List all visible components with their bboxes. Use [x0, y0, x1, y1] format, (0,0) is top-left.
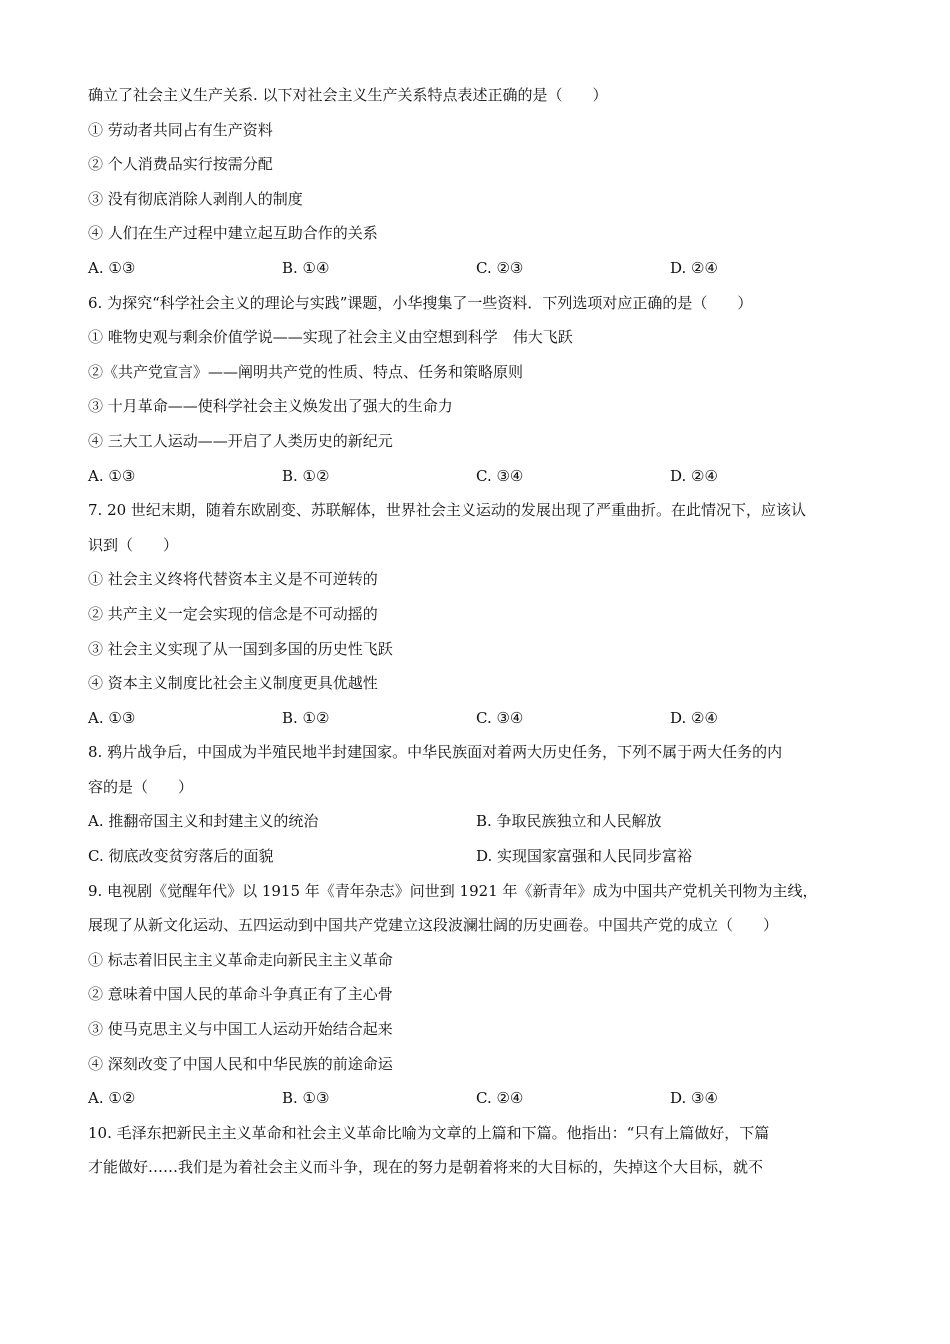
q8-stem-line-2: 容的是（ ） [88, 777, 194, 796]
q7-item-1: ① 社会主义终将代替资本主义是不可逆转的 [88, 570, 378, 589]
q6-stem: 6. 为探究“科学社会主义的理论与实践”课题，小华搜集了一些资料．下列选项对应正确的是（ ） [88, 293, 753, 312]
q9-options [88, 1081, 878, 1116]
q8-stem-line-1: 8. 鸦片战争后，中国成为半殖民地半封建国家。中华民族面对着两大历史任务，下列不属于两大任务的内 [88, 743, 783, 762]
q9-option-d: D. ③④ [670, 1089, 718, 1108]
q8-options-row-2 [88, 839, 878, 874]
q5-item-4: ④ 人们在生产过程中建立起互助合作的关系 [88, 224, 378, 243]
q6-item-1: ① 唯物史观与剩余价值学说——实现了社会主义由空想到科学 伟大飞跃 [88, 328, 573, 347]
q8-option-b: B. 争取民族独立和人民解放 [476, 812, 662, 831]
q7-options [88, 701, 878, 736]
q10-stem-line-2: 才能做好……我们是为着社会主义而斗争，现在的努力是朝着将来的大目标的，失掉这个大目标，就不 [88, 1158, 764, 1177]
q9-item-3: ③ 使马克思主义与中国工人运动开始结合起来 [88, 1020, 393, 1039]
q9-item-4: ④ 深刻改变了中国人民和中华民族的前途命运 [88, 1054, 393, 1073]
q7-stem-line-1: 7. 20 世纪末期，随着东欧剧变、苏联解体，世界社会主义运动的发展出现了严重曲折。在此情况下，应该认 [88, 501, 806, 520]
q7-item-2: ② 共产主义一定会实现的信念是不可动摇的 [88, 604, 378, 623]
q8-option-c: C. 彻底改变贫穷落后的面貌 [88, 847, 274, 866]
q5-option-a: A. ①③ [88, 258, 136, 277]
q9-stem-line-2: 展现了从新文化运动、五四运动到中国共产党建立这段波澜壮阔的历史画卷。中国共产党的成立（ ） [88, 916, 779, 935]
q5-item-2: ② 个人消费品实行按需分配 [88, 155, 273, 174]
q6-item-2: ②《共产党宣言》——阐明共产党的性质、特点、任务和策略原则 [88, 362, 524, 381]
q9-item-2: ② 意味着中国人民的革命斗争真正有了主心骨 [88, 985, 393, 1004]
q5-option-c: C. ②③ [476, 258, 524, 277]
q5-item-1: ① 劳动者共同占有生产资料 [88, 120, 273, 139]
exam-page [88, 78, 878, 1185]
q5-option-b: B. ①④ [282, 258, 330, 277]
q7-item-3: ③ 社会主义实现了从一国到多国的历史性飞跃 [88, 639, 393, 658]
q9-option-c: C. ②④ [476, 1089, 524, 1108]
q6-option-a: A. ①③ [88, 466, 136, 485]
q5-options [88, 251, 878, 286]
q6-options [88, 459, 878, 494]
q8-options-row-1 [88, 804, 878, 839]
q5-option-d: D. ②④ [670, 258, 718, 277]
q6-option-b: B. ①② [282, 466, 330, 485]
q6-option-d: D. ②④ [670, 466, 718, 485]
q5-stem-tail: 确立了社会主义生产关系. 以下对社会主义生产关系特点表述正确的是（ ） [88, 86, 608, 104]
q7-option-c: C. ③④ [476, 708, 524, 727]
q6-item-3: ③ 十月革命——使科学社会主义焕发出了强大的生命力 [88, 397, 453, 416]
q6-option-c: C. ③④ [476, 466, 524, 485]
q9-option-a: A. ①② [88, 1089, 136, 1108]
q8-option-d: D. 实现国家富强和人民同步富裕 [476, 847, 693, 866]
q7-option-d: D. ②④ [670, 708, 718, 727]
q10-stem-line-1: 10. 毛泽东把新民主主义革命和社会主义革命比喻为文章的上篇和下篇。他指出：“只有上篇做好，下篇 [88, 1123, 770, 1142]
q9-stem-line-1: 9. 电视剧《觉醒年代》以 1915 年《青年杂志》问世到 1921 年《新青年》成为中国共产党机关刊物为主线， [88, 881, 818, 900]
q9-option-b: B. ①③ [282, 1089, 330, 1108]
q9-item-1: ① 标志着旧民主主义革命走向新民主主义革命 [88, 950, 393, 969]
q7-option-a: A. ①③ [88, 708, 136, 727]
q7-option-b: B. ①② [282, 708, 330, 727]
q8-option-a: A. 推翻帝国主义和封建主义的统治 [88, 812, 319, 831]
q7-item-4: ④ 资本主义制度比社会主义制度更具优越性 [88, 674, 378, 693]
q5-item-3: ③ 没有彻底消除人剥削人的制度 [88, 189, 303, 208]
q7-stem-line-2: 识到（ ） [88, 535, 179, 554]
q6-item-4: ④ 三大工人运动——开启了人类历史的新纪元 [88, 431, 393, 450]
